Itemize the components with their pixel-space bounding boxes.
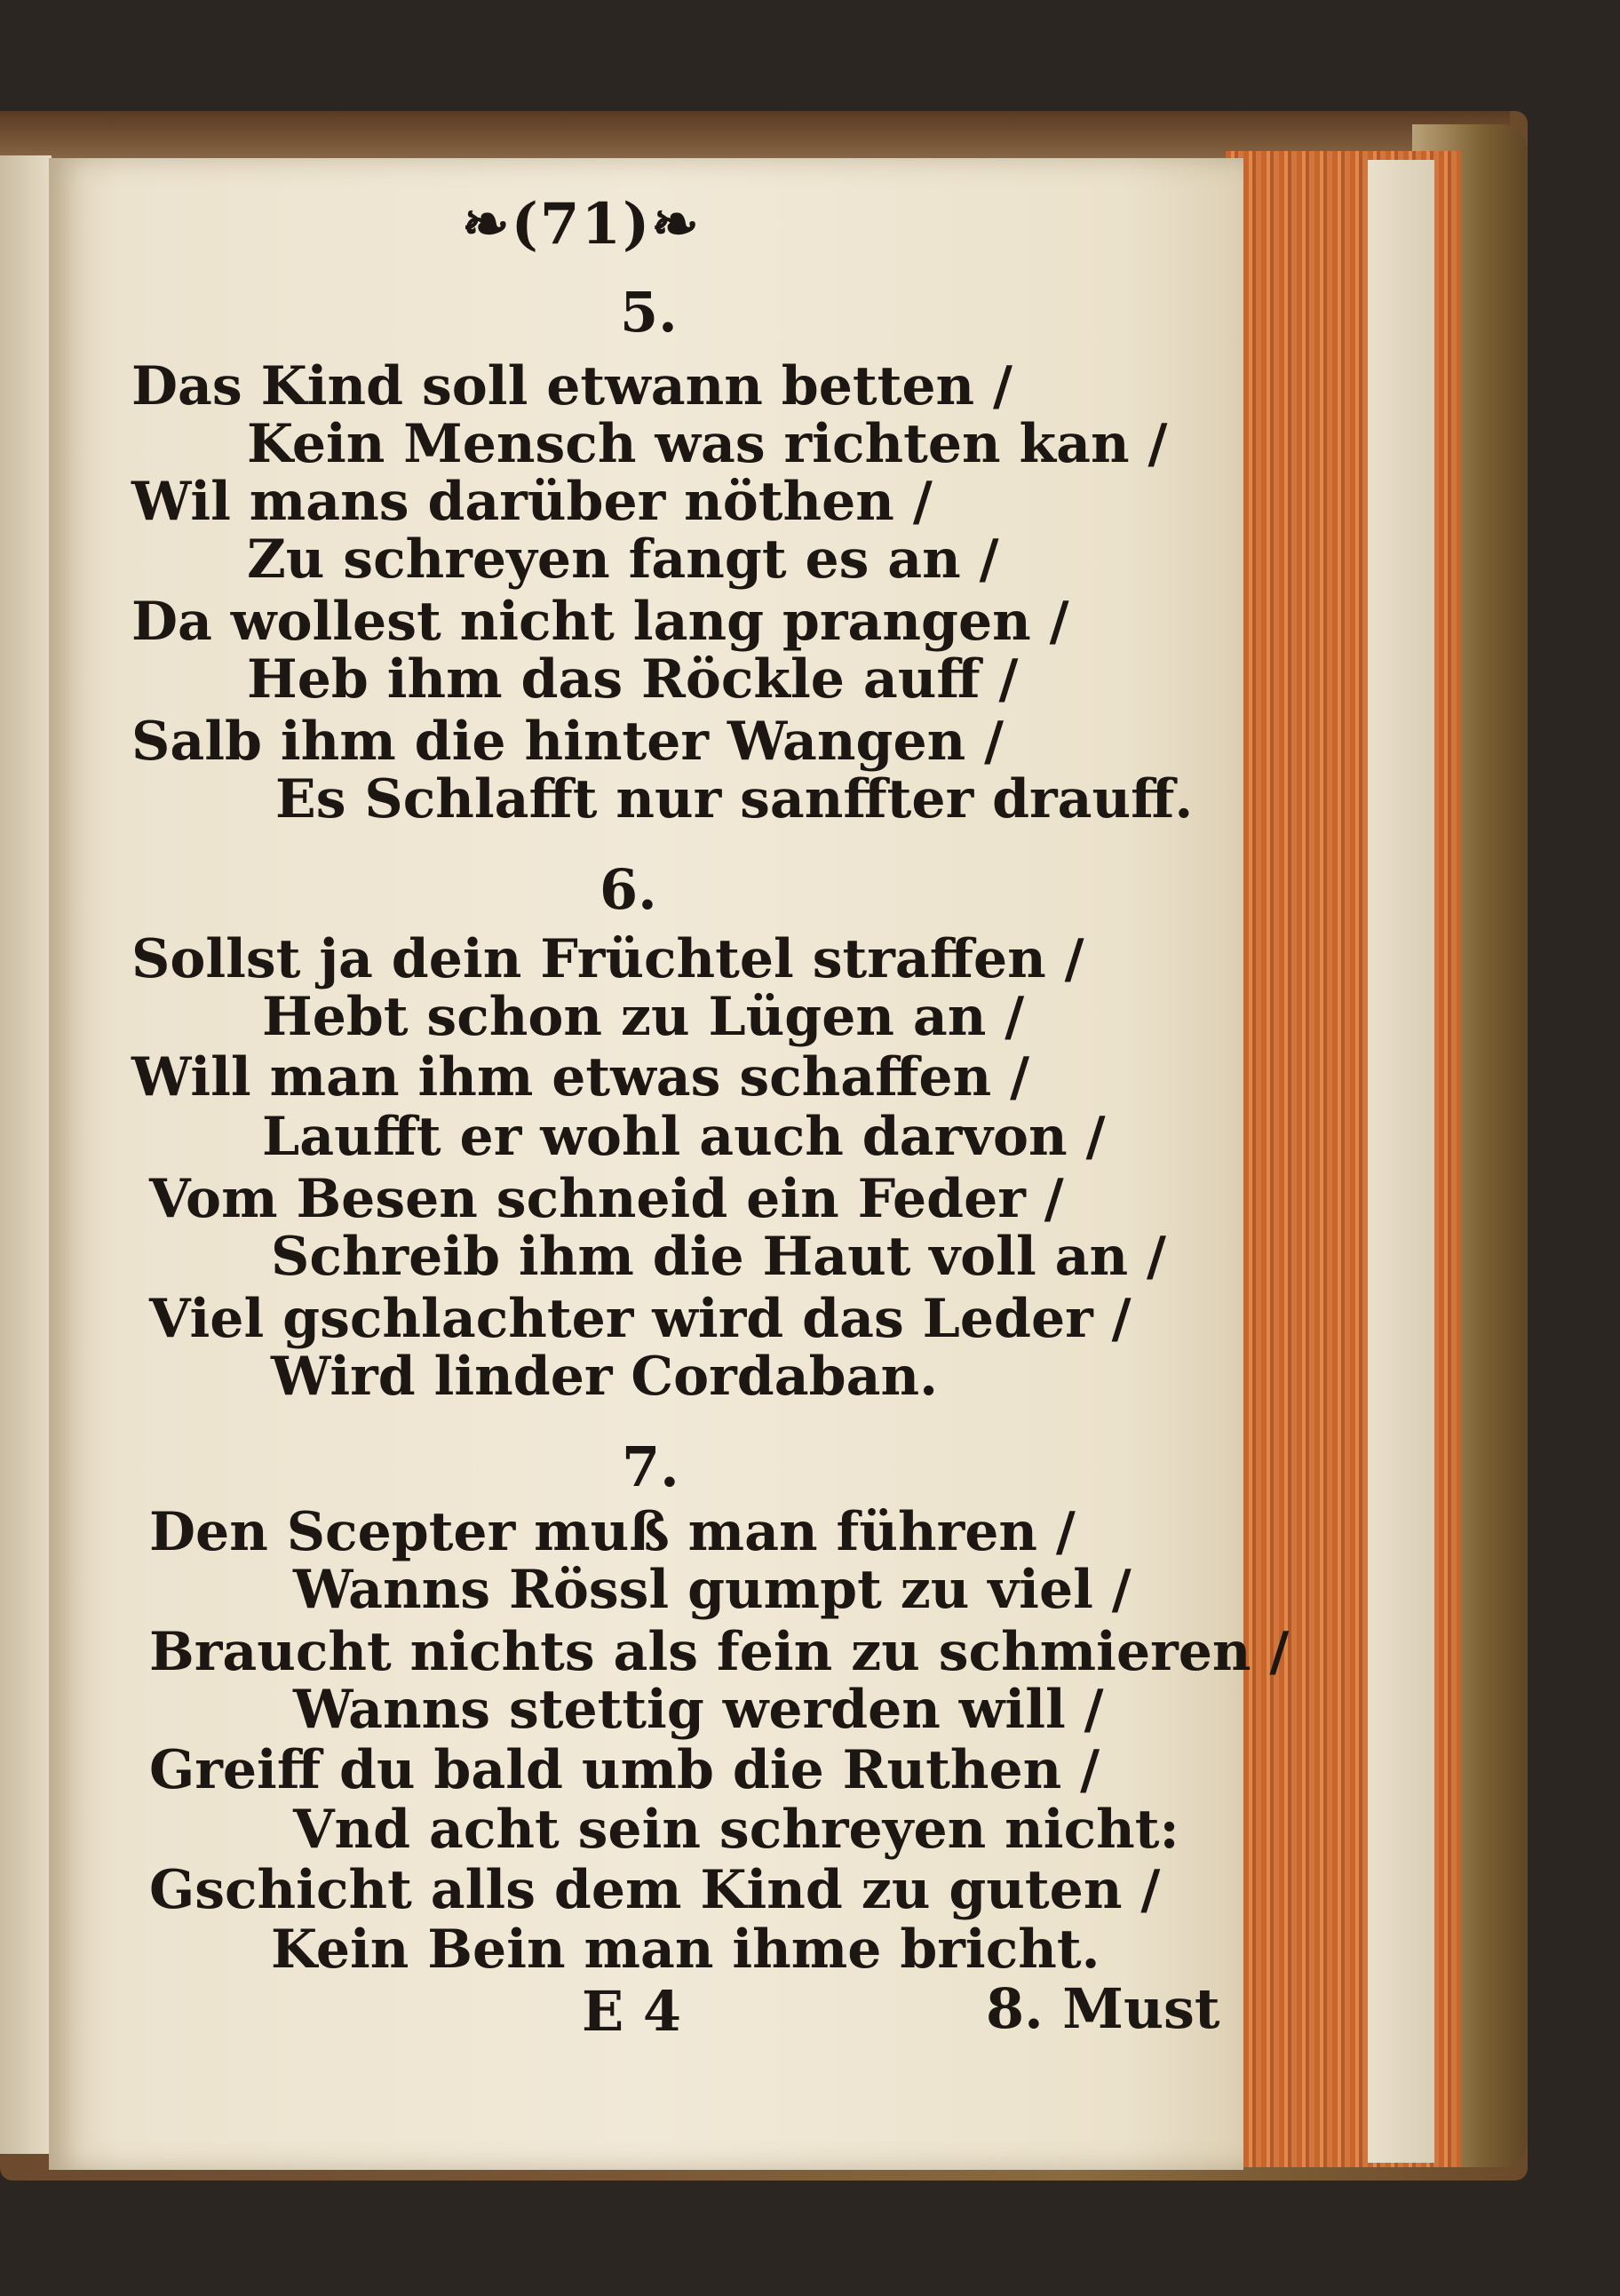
stanza-number: 5. xyxy=(620,280,678,345)
verse-line: Wil mans darüber nöthen / xyxy=(131,471,933,533)
stanza-number: 7. xyxy=(622,1434,679,1499)
verse-line: Sollst ja dein Früchtel straffen / xyxy=(131,928,1084,990)
verse-line: Das Kind soll etwann betten / xyxy=(131,355,1012,417)
verse-line: Braucht nichts als fein zu schmieren / xyxy=(149,1621,1290,1683)
verse-line: Viel gschlachter wird das Leder / xyxy=(149,1288,1132,1350)
stanza-number: 6. xyxy=(600,857,657,922)
verse-line: Es Schlafft nur sanffter drauff. xyxy=(275,768,1194,830)
verse-line: Will man ihm etwas schaffen / xyxy=(131,1046,1030,1108)
verse-line: Zu schreyen fangt es an / xyxy=(247,528,999,591)
verse-line: Da wollest nicht lang prangen / xyxy=(131,591,1069,653)
verse-line: Salb ihm die hinter Wangen / xyxy=(131,711,1005,773)
verse-line: Heb ihm das Röckle auff / xyxy=(247,648,1019,711)
verse-line: Den Scepter muß man führen / xyxy=(149,1501,1076,1563)
verse-line: Wanns stettig werden will / xyxy=(293,1679,1104,1741)
verse-line: Greiff du bald umb die Ruthen / xyxy=(149,1739,1100,1801)
verse-line: Wird linder Cordaban. xyxy=(271,1346,938,1408)
verse-line: Wanns Rössl gumpt zu viel / xyxy=(293,1559,1132,1621)
signature-mark: E 4 xyxy=(582,1979,681,2044)
verse-line: Laufft er wohl auch darvon / xyxy=(262,1106,1106,1168)
verse-line: Kein Mensch was richten kan / xyxy=(247,413,1168,475)
verse-line: Vnd acht sein schreyen nicht: xyxy=(293,1799,1179,1861)
left-page-sliver xyxy=(0,155,52,2154)
verse-line: Vom Besen schneid ein Feder / xyxy=(149,1168,1064,1230)
verse-line: Gschicht alls dem Kind zu guten / xyxy=(149,1859,1161,1921)
page-edges-light xyxy=(1368,160,1434,2163)
verse-line: Kein Bein man ihme bricht. xyxy=(271,1919,1100,1981)
catchword: 8. Must xyxy=(986,1976,1220,2041)
page-header: ❧(71)❧ xyxy=(462,191,701,258)
verse-line: Hebt schon zu Lügen an / xyxy=(262,986,1025,1048)
verse-line: Schreib ihm die Haut voll an / xyxy=(271,1226,1166,1288)
